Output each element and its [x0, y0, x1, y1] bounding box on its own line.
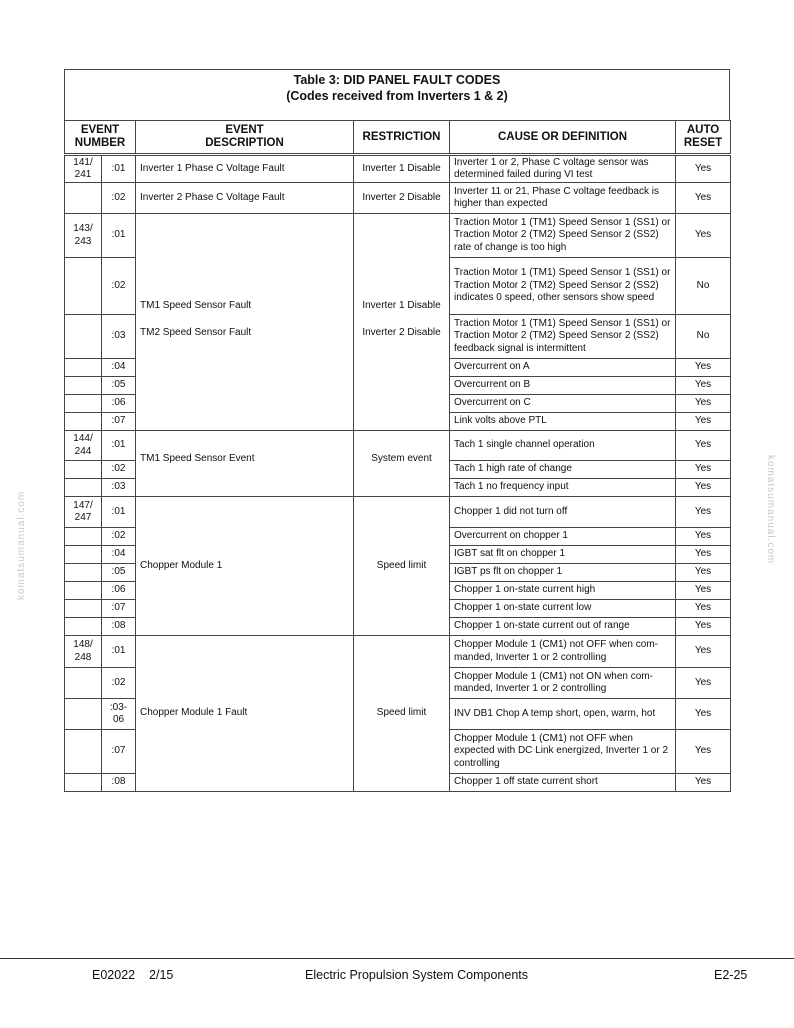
table-row: [65, 636, 731, 668]
restriction: Inverter 1 Disable Inverter 2 Disable: [354, 214, 450, 431]
table-row: [65, 214, 731, 258]
event-number: 147/ 247: [65, 497, 102, 528]
event-number-empty: [65, 395, 102, 413]
watermark-right: komatsumanual.com: [765, 455, 776, 565]
sub-code: :05: [102, 377, 136, 395]
event-number-empty: [65, 258, 102, 315]
sub-code: :01: [102, 497, 136, 528]
footer-date: 2/15: [149, 968, 174, 982]
table-row: [65, 183, 731, 214]
cause: Chopper 1 on-state current out of range: [450, 618, 676, 636]
event-number-empty: [65, 668, 102, 699]
event-number-empty: [65, 461, 102, 479]
auto-reset: Yes: [676, 774, 731, 792]
cause: IGBT sat flt on chopper 1: [450, 546, 676, 564]
auto-reset: Yes: [676, 564, 731, 582]
cause: Inverter 1 or 2, Phase C voltage sensor was determined failed during VI test: [450, 155, 676, 183]
auto-reset: No: [676, 258, 731, 315]
table-header-row: [65, 121, 731, 155]
sub-code: :04: [102, 359, 136, 377]
header-auto-reset: AUTO RESET: [676, 121, 731, 155]
footer-doc-info: [92, 968, 173, 982]
event-number: 143/ 243: [65, 214, 102, 258]
table-title-line1: Table 3: DID PANEL FAULT CODES: [293, 73, 501, 87]
watermark-left: komatsumanual.com: [16, 490, 27, 600]
auto-reset: Yes: [676, 461, 731, 479]
cause: Chopper Module 1 (CM1) not OFF when expected with DC Link energized, Inverter 1 or 2 controlling: [450, 730, 676, 774]
cause: Traction Motor 1 (TM1) Speed Sensor 1 (SS1) or Traction Motor 2 (TM2) Speed Sensor 2 (SS2) feedback signal is intermittent: [450, 315, 676, 359]
auto-reset: Yes: [676, 636, 731, 668]
auto-reset: Yes: [676, 668, 731, 699]
cause: Traction Motor 1 (TM1) Speed Sensor 1 (SS1) or Traction Motor 2 (TM2) Speed Sensor 2 (SS2) indicates 0 speed, other sensors show speed: [450, 258, 676, 315]
auto-reset: Yes: [676, 359, 731, 377]
cause: Chopper 1 did not turn off: [450, 497, 676, 528]
event-number-empty: [65, 183, 102, 214]
auto-reset: Yes: [676, 699, 731, 730]
header-event-description: EVENT DESCRIPTION: [136, 121, 354, 155]
header-cause: CAUSE OR DEFINITION: [450, 121, 676, 155]
sub-code: :08: [102, 618, 136, 636]
sub-code: :05: [102, 564, 136, 582]
table-row: [65, 431, 731, 461]
auto-reset: Yes: [676, 618, 731, 636]
restriction: Inverter 1 Disable: [354, 155, 450, 183]
event-description: Chopper Module 1 Fault: [136, 636, 354, 792]
cause: Chopper 1 on-state current high: [450, 582, 676, 600]
footer-section-title: Electric Propulsion System Components: [305, 968, 529, 982]
sub-code: :04: [102, 546, 136, 564]
sub-code: :02: [102, 528, 136, 546]
event-number-empty: [65, 528, 102, 546]
auto-reset: Yes: [676, 183, 731, 214]
restriction: Inverter 2 Disable: [354, 183, 450, 214]
event-description: TM1 Speed Sensor Event: [136, 431, 354, 497]
fault-code-table-container: [64, 69, 730, 792]
auto-reset: Yes: [676, 730, 731, 774]
event-number-empty: [65, 730, 102, 774]
event-number-empty: [65, 359, 102, 377]
event-number: 148/ 248: [65, 636, 102, 668]
cause: Traction Motor 1 (TM1) Speed Sensor 1 (SS1) or Traction Motor 2 (TM2) Speed Sensor 2 (SS2) rate of change is too high: [450, 214, 676, 258]
auto-reset: Yes: [676, 479, 731, 497]
cause: IGBT ps flt on chopper 1: [450, 564, 676, 582]
event-number-empty: [65, 377, 102, 395]
table-title-line2: (Codes received from Inverters 1 & 2): [286, 89, 508, 103]
cause: Overcurrent on B: [450, 377, 676, 395]
event-description: Inverter 1 Phase C Voltage Fault: [136, 155, 354, 183]
table-row: [65, 155, 731, 183]
sub-code: :01: [102, 431, 136, 461]
event-number: 144/ 244: [65, 431, 102, 461]
cause: Overcurrent on A: [450, 359, 676, 377]
auto-reset: Yes: [676, 600, 731, 618]
restriction: Speed limit: [354, 636, 450, 792]
event-number-empty: [65, 413, 102, 431]
cause: Overcurrent on chopper 1: [450, 528, 676, 546]
auto-reset: Yes: [676, 497, 731, 528]
event-number-empty: [65, 582, 102, 600]
event-number-empty: [65, 546, 102, 564]
sub-code: :02: [102, 461, 136, 479]
auto-reset: Yes: [676, 155, 731, 183]
sub-code: :02: [102, 668, 136, 699]
sub-code: :01: [102, 636, 136, 668]
cause: INV DB1 Chop A temp short, open, warm, hot: [450, 699, 676, 730]
footer-divider: [0, 958, 794, 959]
cause: Chopper Module 1 (CM1) not ON when com-manded, Inverter 1 or 2 controlling: [450, 668, 676, 699]
auto-reset: Yes: [676, 377, 731, 395]
sub-code: :06: [102, 395, 136, 413]
event-description: Inverter 2 Phase C Voltage Fault: [136, 183, 354, 214]
sub-code: :07: [102, 413, 136, 431]
cause: Chopper 1 off state current short: [450, 774, 676, 792]
sub-code: :06: [102, 582, 136, 600]
footer-doc-code: E02022: [92, 968, 136, 982]
sub-code: :01: [102, 214, 136, 258]
sub-code: :02: [102, 183, 136, 214]
sub-code: :03: [102, 479, 136, 497]
event-number-empty: [65, 618, 102, 636]
cause: Inverter 11 or 21, Phase C voltage feedback is higher than expected: [450, 183, 676, 214]
event-number: 141/ 241: [65, 155, 102, 183]
event-number-empty: [65, 315, 102, 359]
cause: Overcurrent on C: [450, 395, 676, 413]
sub-code: :01: [102, 155, 136, 183]
table-title: [64, 69, 730, 120]
footer-page-number: E2-25: [714, 968, 748, 982]
event-description: Chopper Module 1: [136, 497, 354, 636]
sub-code: :03: [102, 315, 136, 359]
auto-reset: Yes: [676, 413, 731, 431]
cause: Tach 1 high rate of change: [450, 461, 676, 479]
cause: Link volts above PTL: [450, 413, 676, 431]
cause: Chopper 1 on-state current low: [450, 600, 676, 618]
sub-code: :03- 06: [102, 699, 136, 730]
sub-code: :08: [102, 774, 136, 792]
header-event-number: EVENT NUMBER: [65, 121, 136, 155]
event-number-empty: [65, 774, 102, 792]
restriction: System event: [354, 431, 450, 497]
auto-reset: Yes: [676, 431, 731, 461]
cause: Tach 1 no frequency input: [450, 479, 676, 497]
event-number-empty: [65, 600, 102, 618]
fault-code-table: [64, 120, 731, 792]
cause: Chopper Module 1 (CM1) not OFF when com-manded, Inverter 1 or 2 controlling: [450, 636, 676, 668]
restriction: Speed limit: [354, 497, 450, 636]
event-number-empty: [65, 699, 102, 730]
event-number-empty: [65, 479, 102, 497]
auto-reset: Yes: [676, 214, 731, 258]
sub-code: :07: [102, 600, 136, 618]
auto-reset: Yes: [676, 528, 731, 546]
event-number-empty: [65, 564, 102, 582]
table-row: [65, 497, 731, 528]
sub-code: :07: [102, 730, 136, 774]
auto-reset: Yes: [676, 582, 731, 600]
sub-code: :02: [102, 258, 136, 315]
auto-reset: Yes: [676, 546, 731, 564]
auto-reset: No: [676, 315, 731, 359]
auto-reset: Yes: [676, 395, 731, 413]
cause: Tach 1 single channel operation: [450, 431, 676, 461]
event-description: TM1 Speed Sensor Fault TM2 Speed Sensor Fault: [136, 214, 354, 431]
header-restriction: RESTRICTION: [354, 121, 450, 155]
